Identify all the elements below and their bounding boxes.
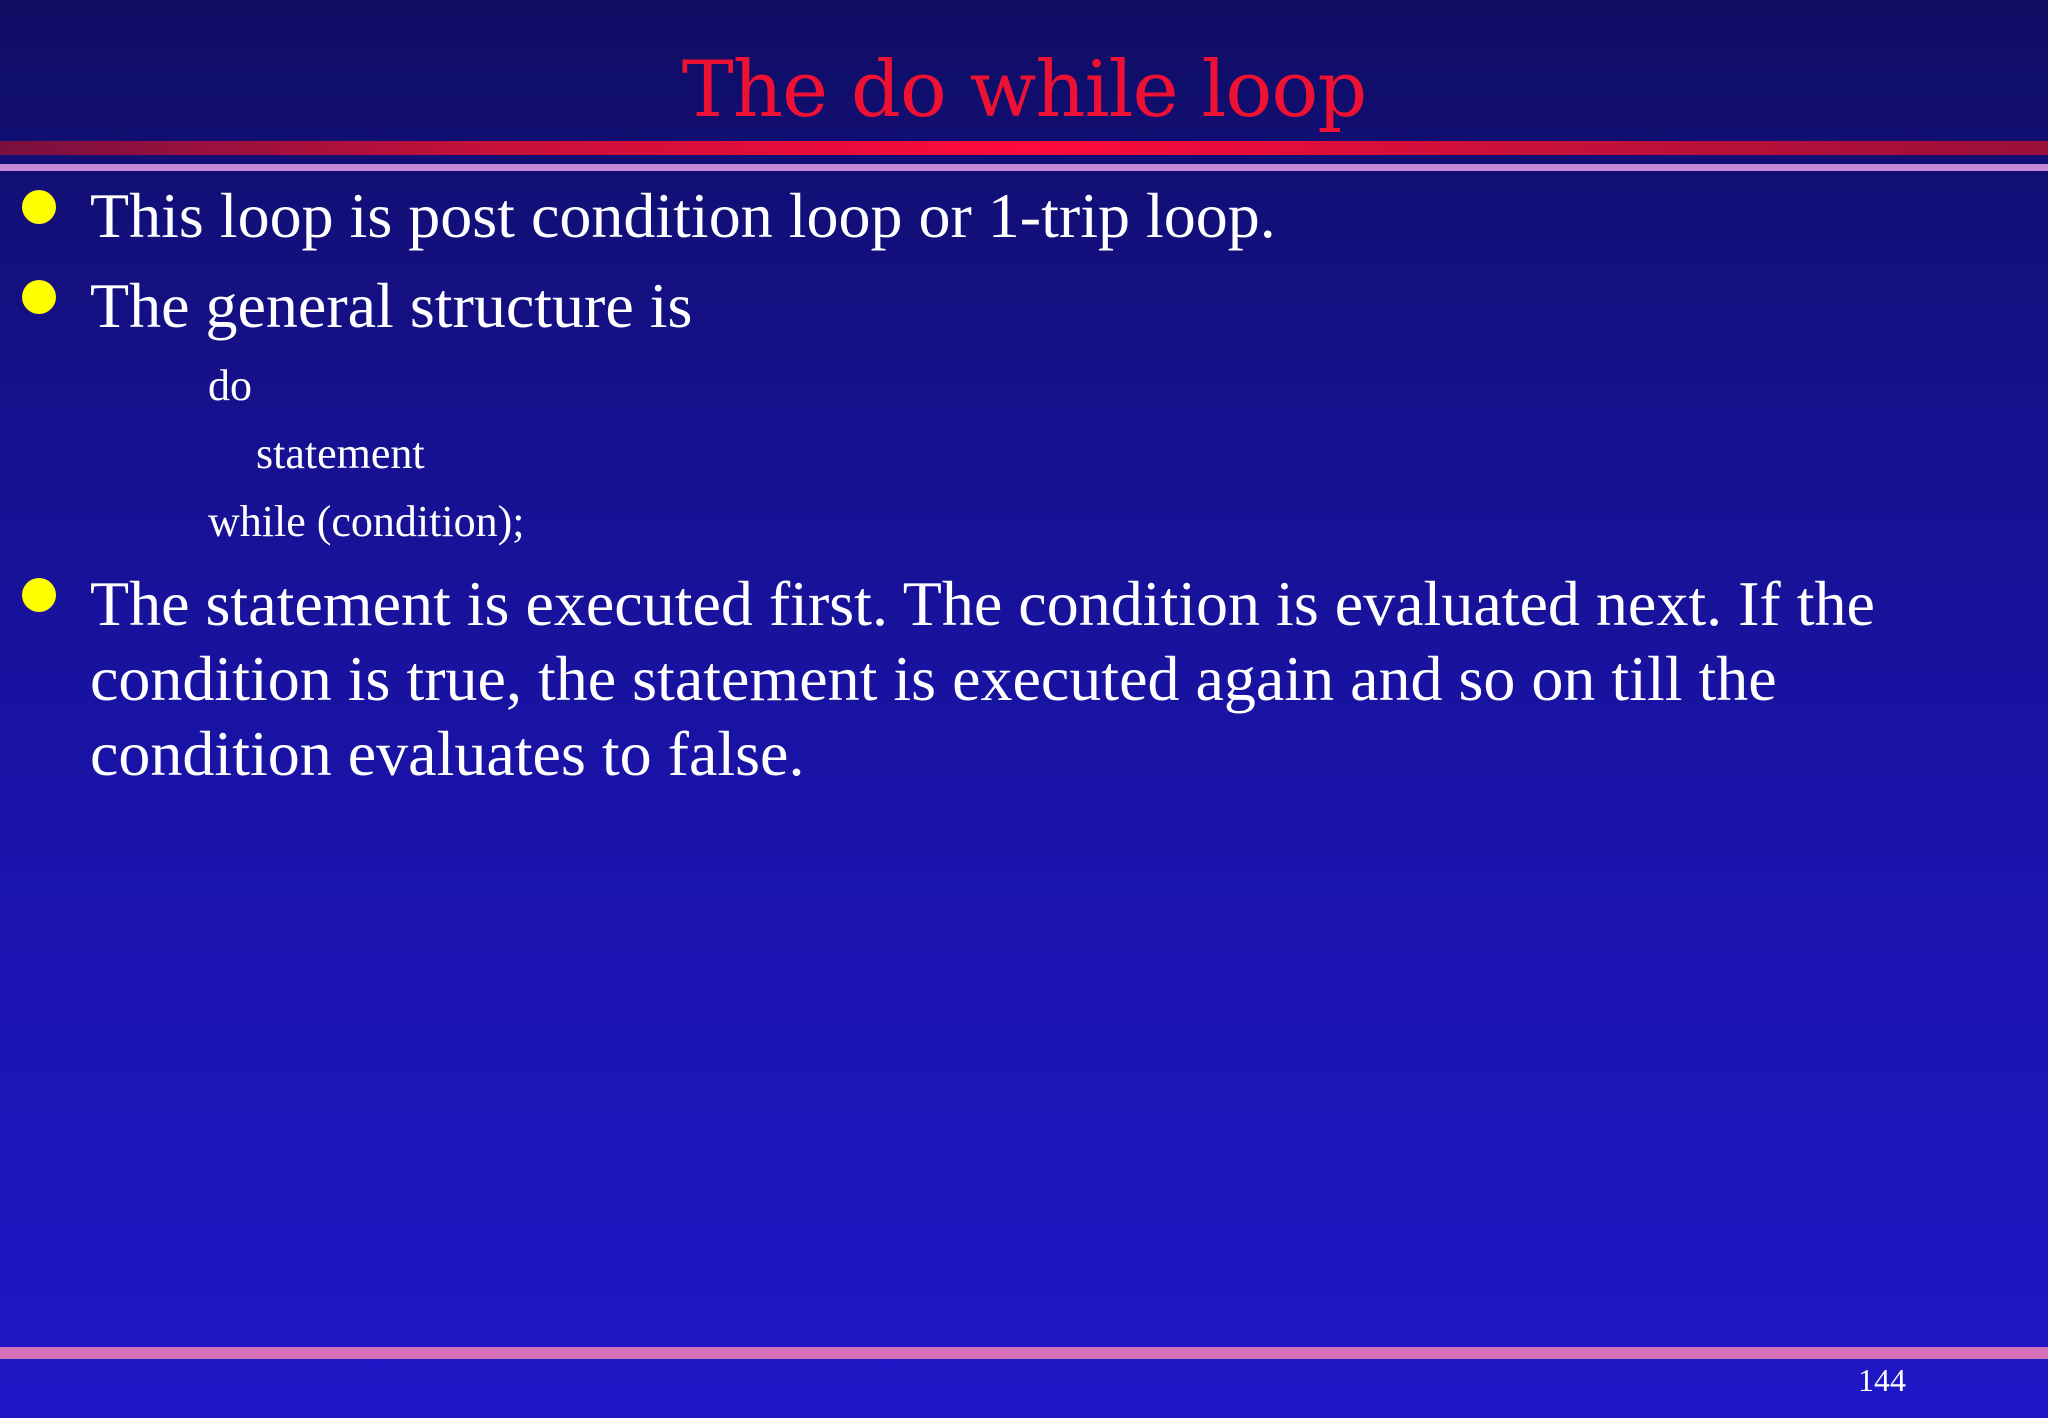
bullet-dot-icon: [22, 280, 56, 314]
title-underline-pink: [0, 164, 2048, 171]
bullet-text: The general structure is: [90, 270, 693, 341]
slide-title: The do while loop: [681, 45, 1367, 135]
bullet-dot-icon: [22, 190, 56, 224]
code-line-statement: statement: [256, 429, 425, 478]
bullet-dot-icon: [22, 578, 56, 612]
code-line-while: while (condition);: [208, 497, 525, 546]
bullet-text: The statement is executed first. The condition is evaluated next. If the condition is true, the statement is executed again and so on till the condition evaluates to false.: [90, 568, 1875, 789]
page-number: 144: [1858, 1362, 1906, 1398]
bullet-text: This loop is post condition loop or 1-trip loop.: [90, 180, 1276, 251]
footer-rule: [0, 1347, 2048, 1359]
title-underline-red: [0, 141, 2048, 155]
code-line-do: do: [208, 361, 252, 410]
